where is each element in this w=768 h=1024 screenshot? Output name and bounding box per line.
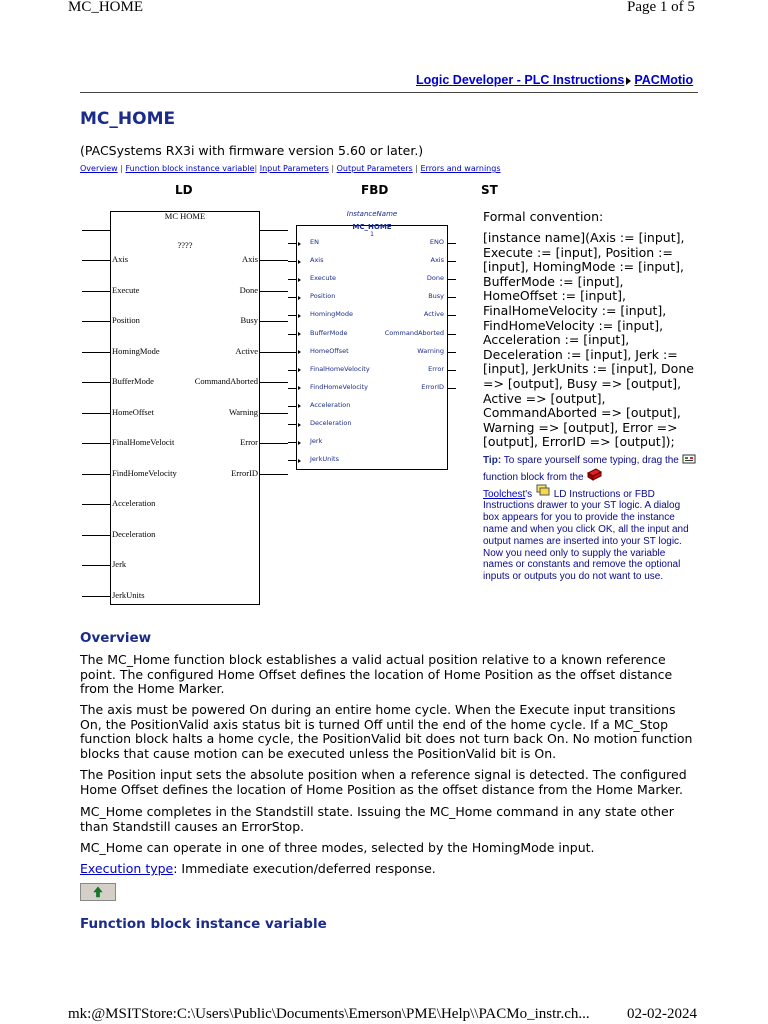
fbd-output-wire: [448, 279, 456, 280]
fbd-input-wire: [288, 424, 296, 425]
fbd-input-arrow-icon: [298, 423, 301, 427]
fbd-input-pin: HomeOffset: [310, 346, 349, 355]
fbd-output-pin: Active: [423, 310, 444, 319]
ld-input-wire: [82, 291, 110, 292]
fbd-input-arrow-icon: [298, 441, 301, 445]
ld-output-wire: [260, 352, 288, 353]
st-formal-label: Formal convention:: [483, 209, 604, 224]
ld-input-wire: [82, 352, 110, 353]
ld-output-pin: Active: [235, 345, 258, 356]
tip-text-3: 's: [525, 488, 533, 500]
fbd-input-pin: FindHomeVelocity: [310, 382, 369, 391]
ld-input-wire: [82, 321, 110, 322]
fbd-input-wire: [288, 297, 296, 298]
firmware-note: (PACSystems RX3i with firmware version 5.60 or later.): [80, 143, 424, 158]
breadcrumb-divider: [80, 92, 698, 93]
ld-input-pin: HomingMode: [112, 345, 160, 356]
ld-input-pin: Execute: [112, 284, 140, 295]
ld-input-wire: [82, 443, 110, 444]
fbd-input-arrow-icon: [298, 386, 301, 390]
breadcrumb: [416, 73, 698, 87]
ld-power-line: [82, 230, 110, 231]
ld-input-wire: [82, 535, 110, 536]
ld-instance-placeholder: ????: [177, 240, 193, 250]
fbd-output-pin: Error: [428, 364, 444, 373]
execution-type-line: [80, 862, 698, 877]
fbd-input-arrow-icon: [298, 296, 301, 300]
ld-input-wire: [82, 382, 110, 383]
fbd-input-arrow-icon: [298, 404, 301, 408]
tip-text-2: function block from the: [483, 471, 584, 483]
instance-variable-heading: Function block instance variable: [80, 916, 327, 932]
ld-input-wire: [82, 565, 110, 566]
fbd-output-pin: Warning: [417, 346, 444, 355]
ld-input-pin: FinalHomeVelocit: [112, 437, 175, 447]
fbd-input-arrow-icon: [298, 260, 301, 264]
ld-block-title: MC HOME: [164, 211, 206, 221]
ld-input-pin: HomeOffset: [112, 406, 154, 417]
ld-input-wire: [82, 504, 110, 505]
ld-instructions-icon: [535, 484, 551, 497]
column-header-ld: LD: [175, 183, 193, 197]
fbd-output-wire: [448, 315, 456, 316]
fbd-output-wire: [448, 334, 456, 335]
execution-type-text: : Immediate execution/deferred response.: [173, 861, 436, 876]
ld-output-pin: Done: [239, 284, 258, 295]
st-tip: [483, 454, 698, 583]
ld-output-wire: [260, 474, 288, 475]
ld-output-wire: [260, 382, 288, 383]
fbd-output-pin: Busy: [428, 292, 444, 301]
fbd-output-wire: [448, 370, 456, 371]
fbd-input-wire: [288, 334, 296, 335]
ld-input-pin: FindHomeVelocity: [112, 467, 177, 478]
overview-paragraph-4: MC_Home completes in the Standstill state. Issuing the MC_Home command in any state other than Standstill causes an ErrorStop.: [80, 804, 674, 834]
overview-paragraph-2: The axis must be powered On during an entire home cycle. When the Execute input transitions On, the PositionValid axis status bit is turned Off until the end of the home cycle. If a MC_Stop function block halts a home cycle, the PositionValid bit does not turn back On. No motion function blocks that cause motion can be executed unless the PositionValid bit is On.: [80, 702, 693, 761]
fbd-input-arrow-icon: [298, 368, 301, 372]
fbd-output-wire: [448, 352, 456, 353]
ld-output-pin: Error: [240, 437, 258, 447]
fbd-block-title: MC_HOME: [352, 223, 392, 231]
fbd-input-arrow-icon: [298, 314, 301, 318]
fbd-output-wire: [448, 261, 456, 262]
ld-input-pin: Position: [112, 315, 140, 325]
fbd-input-pin: Axis: [310, 256, 324, 265]
tip-label: Tip:: [483, 455, 502, 466]
ld-output-wire: [260, 321, 288, 322]
page-title: MC_HOME: [80, 109, 176, 129]
ld-output-pin: ErrorID: [231, 467, 258, 478]
fbd-output-wire: [448, 297, 456, 298]
footer-path: mk:@MSITStore:C:\Users\Public\Documents\Emerson\PME\Help\\PACMo_instr.ch...: [68, 1006, 590, 1022]
fbd-input-wire: [288, 388, 296, 389]
ld-output-wire: [260, 443, 288, 444]
section-links: Overview | Function block instance variable| Input Parameters | Output Parameters | Errors and warnings: [80, 164, 501, 173]
fbd-input-wire: [288, 279, 296, 280]
column-header-fbd: FBD: [361, 183, 389, 197]
fbd-input-wire: [288, 442, 296, 443]
ld-input-pin: Acceleration: [112, 498, 156, 508]
ld-input-pin: Axis: [112, 254, 129, 264]
breadcrumb-arrow-icon: [626, 77, 631, 85]
up-arrow-icon: [93, 886, 103, 898]
fbd-input-pin: Position: [310, 292, 336, 301]
fbd-output-pin: Done: [426, 274, 444, 283]
ld-power-line-out: [260, 230, 288, 231]
footer-date: 02-02-2024: [627, 1006, 697, 1022]
ld-output-pin: Axis: [241, 254, 258, 264]
fbd-input-pin: HomingMode: [310, 310, 353, 319]
overview-heading: Overview: [80, 630, 152, 646]
ld-output-pin: Warning: [228, 406, 258, 417]
ld-input-pin: Deceleration: [112, 528, 156, 539]
fbd-input-pin: Acceleration: [310, 400, 351, 409]
ld-input-wire: [82, 474, 110, 475]
ld-output-pin: CommandAborted: [194, 376, 258, 386]
fbd-input-pin: Deceleration: [310, 419, 352, 427]
fbd-input-wire: [288, 243, 296, 244]
page-number: Page 1 of 5: [627, 0, 695, 15]
breadcrumb-link-pacmotion[interactable]: PACMotio: [634, 73, 694, 87]
fbd-input-wire: [288, 406, 296, 407]
fbd-input-wire: [288, 352, 296, 353]
overview-paragraph-1: The MC_Home function block establishes a valid actual position relative to a known reference point. The configured Home Offset defines the location of Home Position as the offset distance from the Home Marker.: [80, 652, 673, 697]
fbd-input-pin: Execute: [310, 274, 336, 283]
fbd-output-wire: [448, 243, 456, 244]
ld-output-wire: [260, 291, 288, 292]
ld-input-wire: [82, 260, 110, 261]
fbd-input-wire: [288, 370, 296, 371]
fbd-output-wire: [448, 388, 456, 389]
tip-text-4: LD Instructions or FBD Instructions drawer to your ST logic. A dialog box appears for you to provide the instance name and when you click OK, all the input and output names are inserted into your ST logic. Now you need only to supply the variable names or constants and remove the optional inputs or outputs you do not want to use.: [483, 488, 689, 583]
fbd-input-pin: EN: [310, 238, 319, 246]
toolchest-icon: [586, 467, 602, 481]
back-to-top-button[interactable]: [80, 883, 116, 901]
link-input-parameters[interactable]: Input Parameters: [259, 164, 329, 173]
fbd-input-arrow-icon: [298, 242, 301, 246]
fbd-block-count: 1: [370, 231, 374, 238]
function-block-icon: [682, 454, 696, 464]
fbd-output-pin: ENO: [429, 238, 444, 246]
toolchest-link[interactable]: Toolchest: [483, 488, 526, 500]
fbd-input-arrow-icon: [298, 278, 301, 282]
fbd-input-arrow-icon: [298, 459, 301, 463]
ld-input-wire: [82, 413, 110, 414]
st-code: [instance name](Axis := [input], Execute := [input], Position := [input], HomingMode := [input], BufferMode := [input], HomeOffset := [input], FinalHomeVelocity := [input], FindHomeVelocity := [input], Acceleration := [input], Deceleration := [input], Jerk := [input], JerkUnits := [input], Done => [output], Busy => [output], Active => [output], CommandAborted => [output], Warning => [output], Error => [output], ErrorID => [output]);: [483, 230, 694, 450]
link-output-parameters[interactable]: Output Parameters: [336, 164, 413, 173]
ld-input-wire: [82, 596, 110, 597]
ld-output-wire: [260, 260, 288, 261]
link-overview[interactable]: Overview: [80, 164, 118, 173]
link-instance-variable[interactable]: Function block instance variable: [125, 164, 255, 173]
overview-paragraph-3: The Position input sets the absolute position when a reference signal is detected. The configured Home Offset defines the location of Home Position as the offset distance from the Home Marker.: [80, 767, 687, 797]
fbd-input-pin: FinalHomeVelocity: [310, 364, 370, 373]
fbd-input-pin: Jerk: [310, 437, 323, 446]
link-errors-warnings[interactable]: Errors and warnings: [420, 164, 501, 173]
fbd-input-pin: JerkUnits: [310, 455, 339, 464]
execution-type-link[interactable]: Execution type: [80, 861, 174, 876]
fbd-input-pin: BufferMode: [310, 328, 348, 337]
fbd-output-pin: CommandAborted: [384, 328, 444, 337]
fbd-output-pin: ErrorID: [421, 382, 444, 391]
column-header-st: ST: [481, 183, 498, 197]
ld-input-pin: Jerk: [112, 559, 127, 569]
fbd-instance-name: InstanceName: [346, 210, 398, 218]
overview-paragraph-5: MC_Home can operate in one of three modes, selected by the HomingMode input.: [80, 840, 595, 855]
ld-output-pin: Busy: [240, 315, 258, 325]
ld-output-wire: [260, 413, 288, 414]
breadcrumb-link-plc-instructions[interactable]: Logic Developer - PLC Instructions: [416, 73, 625, 87]
header-title: MC_HOME: [68, 0, 144, 15]
fbd-input-wire: [288, 261, 296, 262]
fbd-input-arrow-icon: [298, 332, 301, 336]
fbd-input-arrow-icon: [298, 350, 301, 354]
ld-input-pin: BufferMode: [112, 376, 154, 386]
fbd-output-pin: Axis: [430, 256, 444, 265]
tip-text-1: To spare yourself some typing, drag the: [503, 455, 679, 466]
fbd-input-wire: [288, 460, 296, 461]
ld-input-pin: JerkUnits: [112, 589, 145, 600]
fbd-input-wire: [288, 315, 296, 316]
